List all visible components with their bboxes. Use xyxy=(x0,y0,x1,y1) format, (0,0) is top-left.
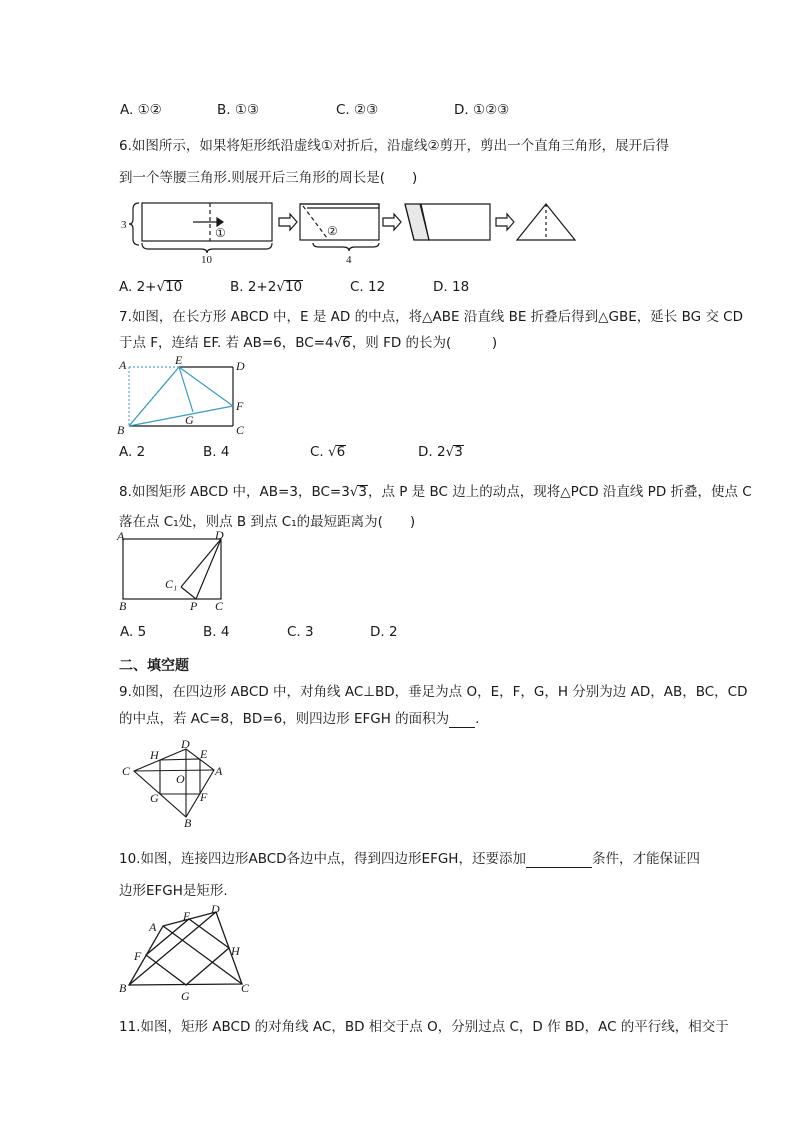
q9-label-a: A xyxy=(215,764,223,778)
q7-stem-line2 xyxy=(119,331,497,351)
q5-options xyxy=(120,102,720,122)
q7-stem-line1: 7.如图，在长方形 ABCD 中，E 是 AD 的中点，将△ABE 沿直线 BE 折叠后得到△GBE，延长 BG 交 CD xyxy=(119,309,743,325)
sqrt-icon: √ xyxy=(328,444,337,460)
q8-option-b: B. 4 xyxy=(203,624,230,640)
q8-label-d: D xyxy=(215,528,224,542)
q8-stem-line2: 落在点 C₁处，则点 B 到点 C₁的最短距离为( ) xyxy=(119,514,416,530)
q9-label-h: H xyxy=(150,748,159,762)
q8-label-c1: C₁ xyxy=(165,577,178,591)
q6-option-a-pre: A. 2+ xyxy=(119,279,157,295)
q10-label-d: D xyxy=(211,902,220,916)
q7-label-f: F xyxy=(236,399,244,413)
q7-label-g: G xyxy=(185,413,194,427)
q8-stem-line1-post: ，点 P 是 BC 边上的动点，现将△PCD 沿直线 PD 折叠，使点 C xyxy=(368,484,752,500)
section-title-fill-in: 二、填空题 xyxy=(119,658,189,674)
q6-stem-line1: 6.如图所示，如果将矩形纸沿虚线①对折后，沿虚线②剪开，剪出一个直角三角形，展开后得 xyxy=(119,138,670,154)
q9-label-c: C xyxy=(122,764,131,778)
q8-stem-line1 xyxy=(119,480,752,500)
sqrt-icon: √ xyxy=(333,335,343,351)
q10-label-b: B xyxy=(119,981,127,995)
q10-label-h: H xyxy=(231,944,240,958)
q10-label-c: C xyxy=(241,981,250,995)
q9-stem-line2-pre: 的中点，若 AC=8，BD=6，则四边形 EFGH 的面积为 xyxy=(119,711,450,727)
q8-figure xyxy=(117,530,232,615)
q7-option-d-pre: D. 2 xyxy=(418,444,446,460)
q6-dim-height: 3 xyxy=(121,219,127,231)
q10-label-a: A xyxy=(149,920,157,934)
q9-figure xyxy=(120,737,230,830)
q8-label-a: A xyxy=(117,529,125,543)
q7-stem-line2-radicand: 6 xyxy=(342,335,351,351)
q6-dim-width: 10 xyxy=(201,254,212,266)
q6-mark-2: ② xyxy=(327,224,338,238)
q6-stem-line2: 到一个等腰三角形.则展开后三角形的周长是( ) xyxy=(119,170,418,186)
q8-options xyxy=(120,624,720,644)
q6-dim-cut: 4 xyxy=(346,254,352,266)
q10-label-e: E xyxy=(183,909,191,923)
q7-option-c xyxy=(310,444,346,460)
q9-label-e: E xyxy=(200,747,208,761)
q8-label-p: P xyxy=(190,599,198,613)
q10-label-f: F xyxy=(134,949,142,963)
q6-option-b-radicand: 10 xyxy=(284,279,303,295)
q7-figure xyxy=(117,353,247,437)
q6-mark-1: ① xyxy=(215,226,226,240)
q8-stem-line1-radicand: 3 xyxy=(358,484,367,500)
q9-label-o: O xyxy=(176,772,185,786)
q6-option-b-pre: B. 2+2 xyxy=(230,279,277,295)
q8-stem-line1-pre: 8.如图矩形 ABCD 中，AB=3，BC=3 xyxy=(119,484,350,500)
q6-option-c: C. 12 xyxy=(350,279,386,295)
q7-label-a: A xyxy=(119,358,127,372)
q9-stem-line2 xyxy=(119,707,479,728)
q5-option-c: C. ②③ xyxy=(336,102,379,118)
q6-option-d: D. 18 xyxy=(433,279,470,295)
q7-label-c: C xyxy=(236,423,245,437)
q9-label-f: F xyxy=(200,790,208,804)
q7-option-d xyxy=(418,444,464,460)
q7-stem-line2-pre: 于点 F，连结 EF. 若 AB=6，BC=4 xyxy=(119,335,334,351)
q6-figure xyxy=(115,195,585,267)
q5-option-b: B. ①③ xyxy=(217,102,260,118)
q9-label-d: D xyxy=(181,737,190,751)
q10-stem-line2: 边形EFGH是矩形. xyxy=(119,883,228,899)
q7-stem-line2-post: ，则 FD 的长为( ) xyxy=(351,335,498,351)
q9-stem-line2-post: . xyxy=(475,711,480,727)
q8-option-a: A. 5 xyxy=(120,624,147,640)
sqrt-icon: √ xyxy=(276,279,285,295)
q7-label-d: D xyxy=(236,359,245,373)
q10-figure xyxy=(117,903,257,1003)
q7-option-c-radicand: 6 xyxy=(336,444,346,460)
q10-answer-blank[interactable] xyxy=(526,851,592,868)
q7-option-d-radicand: 3 xyxy=(454,444,463,460)
q10-stem-line1-pre: 10.如图，连接四边形ABCD各边中点，得到四边形EFGH，还要添加 xyxy=(119,851,526,867)
q8-label-c: C xyxy=(215,599,224,613)
q7-option-b: B. 4 xyxy=(203,444,230,460)
q5-option-d: D. ①②③ xyxy=(454,102,510,118)
sqrt-icon: √ xyxy=(445,444,455,460)
q5-option-a: A. ①② xyxy=(120,102,162,118)
q8-option-c: C. 3 xyxy=(287,624,314,640)
q10-label-g: G xyxy=(181,989,190,1003)
q6-option-a-radicand: 10 xyxy=(165,279,183,295)
q11-stem-line1: 11.如图，矩形 ABCD 的对角线 AC，BD 相交于点 O，分别过点 C，D 作 BD，AC 的平行线，相交于 xyxy=(119,1019,729,1035)
q9-answer-blank[interactable] xyxy=(449,711,475,728)
q8-label-b: B xyxy=(119,599,127,613)
q7-option-a: A. 2 xyxy=(119,444,146,460)
q6-option-a xyxy=(119,279,183,295)
q7-label-b: B xyxy=(117,423,125,437)
q7-label-e: E xyxy=(175,353,183,367)
q7-option-c-pre: C. xyxy=(310,444,329,460)
sqrt-icon: √ xyxy=(349,484,359,500)
sqrt-icon: √ xyxy=(156,279,166,295)
q6-option-b xyxy=(230,279,303,295)
q9-label-b: B xyxy=(184,816,192,830)
q9-label-g: G xyxy=(150,791,159,805)
q9-stem-line1: 9.如图，在四边形 ABCD 中，对角线 AC⊥BD，垂足为点 O，E，F，G，H 分别为边 AD，AB，BC，CD xyxy=(119,684,748,700)
q8-option-d: D. 2 xyxy=(370,624,398,640)
q10-stem-line1 xyxy=(119,847,700,868)
q10-stem-line1-post: 条件，才能保证四 xyxy=(591,851,700,867)
